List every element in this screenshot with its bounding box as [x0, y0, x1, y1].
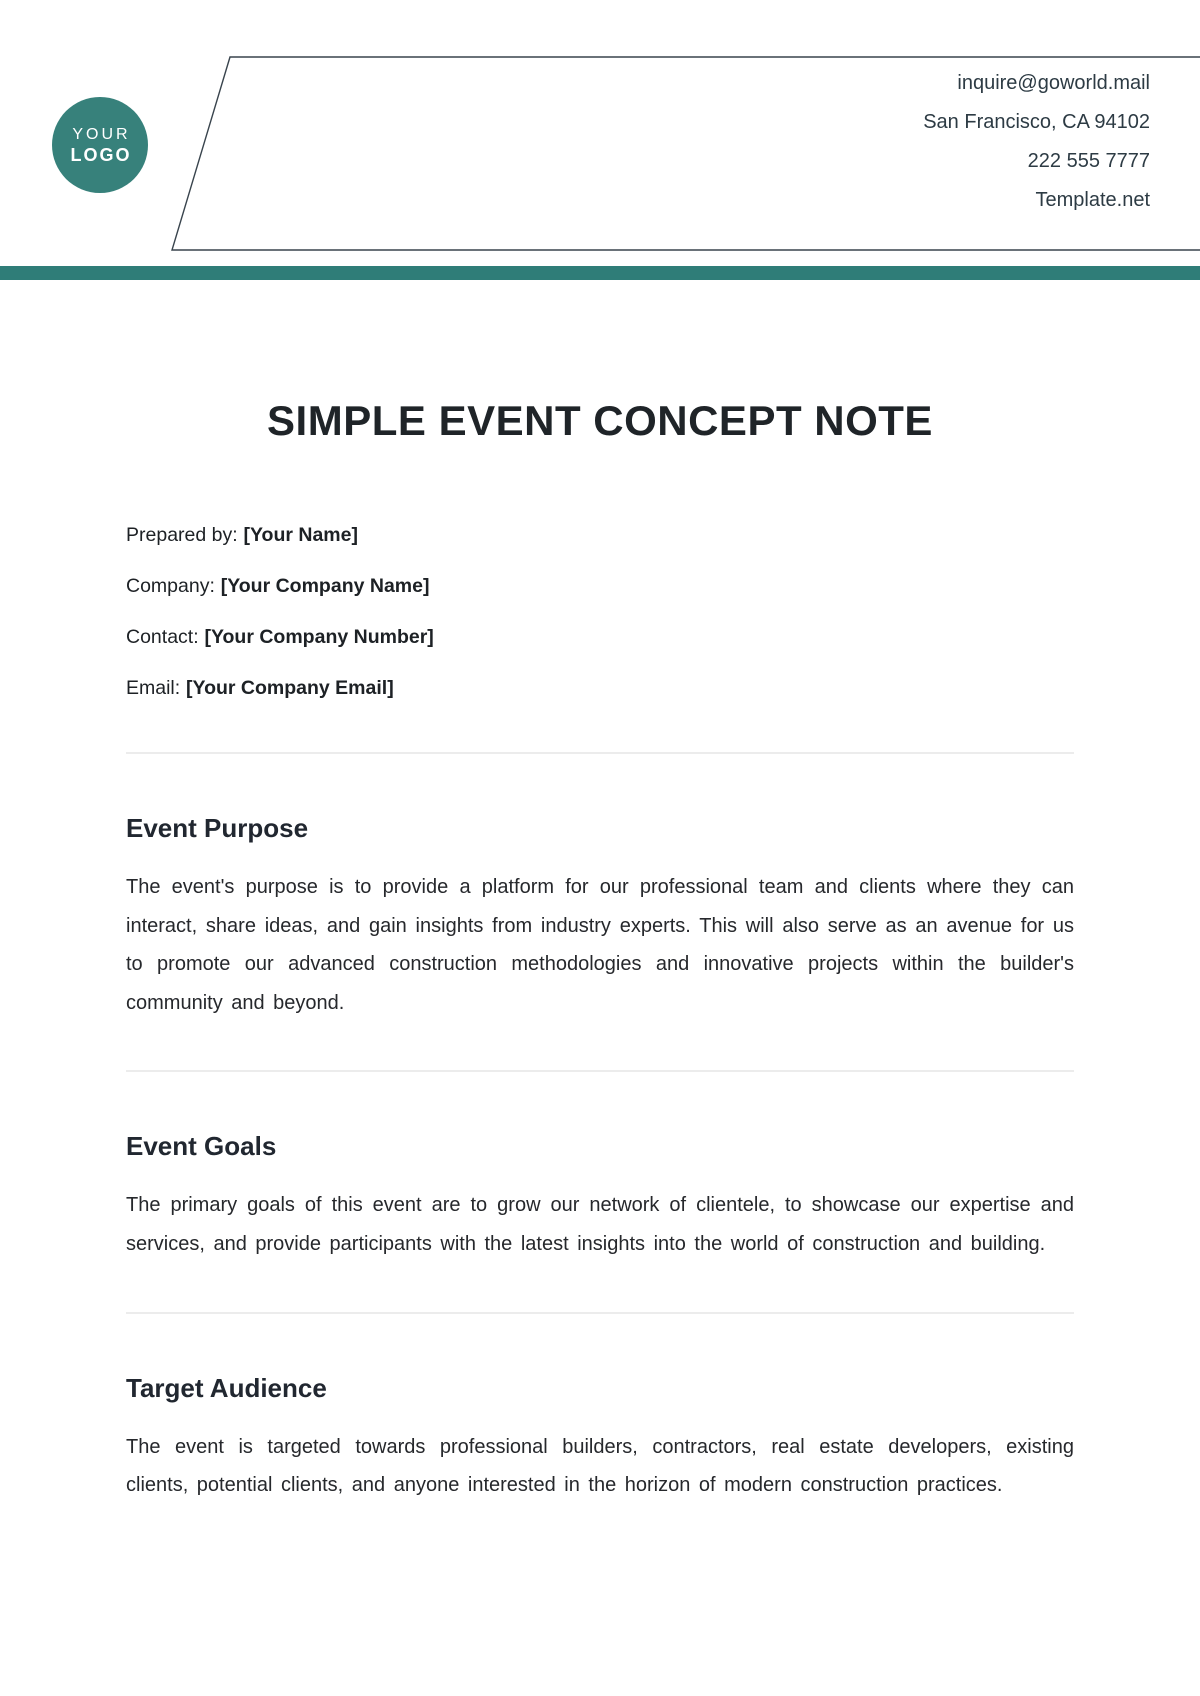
meta-company-value: [Your Company Name] [220, 575, 430, 597]
meta-prepared-by-label: Prepared by: [126, 524, 238, 546]
meta-block [126, 510, 1074, 714]
contact-email: inquire@goworld.mail [957, 72, 1150, 94]
letterhead [0, 0, 1200, 280]
section-event-purpose [126, 811, 1074, 1022]
meta-email [126, 663, 1074, 714]
meta-company [126, 561, 1074, 612]
meta-prepared-by-value: [Your Name] [243, 524, 358, 546]
section-target-audience [126, 1371, 1074, 1505]
contact-address: San Francisco, CA 94102 [923, 111, 1150, 133]
meta-contact-value: [Your Company Number] [204, 626, 434, 648]
contact-info [923, 64, 1150, 220]
document-content [0, 396, 1200, 1505]
section-heading-event-goals: Event Goals [126, 1131, 277, 1162]
contact-website: Template.net [1035, 189, 1150, 211]
document-title: SIMPLE EVENT CONCEPT NOTE [267, 397, 933, 444]
contact-phone: 222 555 7777 [1027, 150, 1150, 172]
logo-text-your: YOUR [72, 125, 131, 143]
logo-text-logo: LOGO [70, 144, 132, 165]
meta-email-label: Email: [126, 677, 181, 699]
meta-contact-label: Contact: [126, 626, 199, 648]
section-event-goals [126, 1129, 1074, 1263]
section-divider [126, 752, 1074, 754]
meta-prepared-by [126, 510, 1074, 561]
section-body-target-audience: The event is targeted towards professional builders, contractors, real estate developers, existing clients, potential clients, and anyone interested in the horizon of modern construction practices. [126, 1435, 1074, 1497]
accent-bar [0, 266, 1200, 280]
meta-email-value: [Your Company Email] [186, 677, 394, 699]
meta-contact [126, 612, 1074, 663]
section-divider [126, 1070, 1074, 1072]
section-heading-event-purpose: Event Purpose [126, 813, 309, 843]
section-divider [126, 1312, 1074, 1314]
meta-company-label: Company: [126, 575, 215, 597]
logo-badge [52, 97, 148, 193]
section-body-event-goals: The primary goals of this event are to grow our network of clientele, to showcase our expertise and services, and provide participants with the latest insights into the world of construction and building. [126, 1194, 1074, 1255]
section-heading-target-audience: Target Audience [126, 1372, 327, 1403]
section-body-event-purpose: The event's purpose is to provide a platform for our professional team and clients where they can interact, share ideas, and gain insights from industry experts. This will also serve as an avenue for us to promote our advanced construction methodologies and innovative projects within the builder's community and beyond. [126, 876, 1074, 1014]
